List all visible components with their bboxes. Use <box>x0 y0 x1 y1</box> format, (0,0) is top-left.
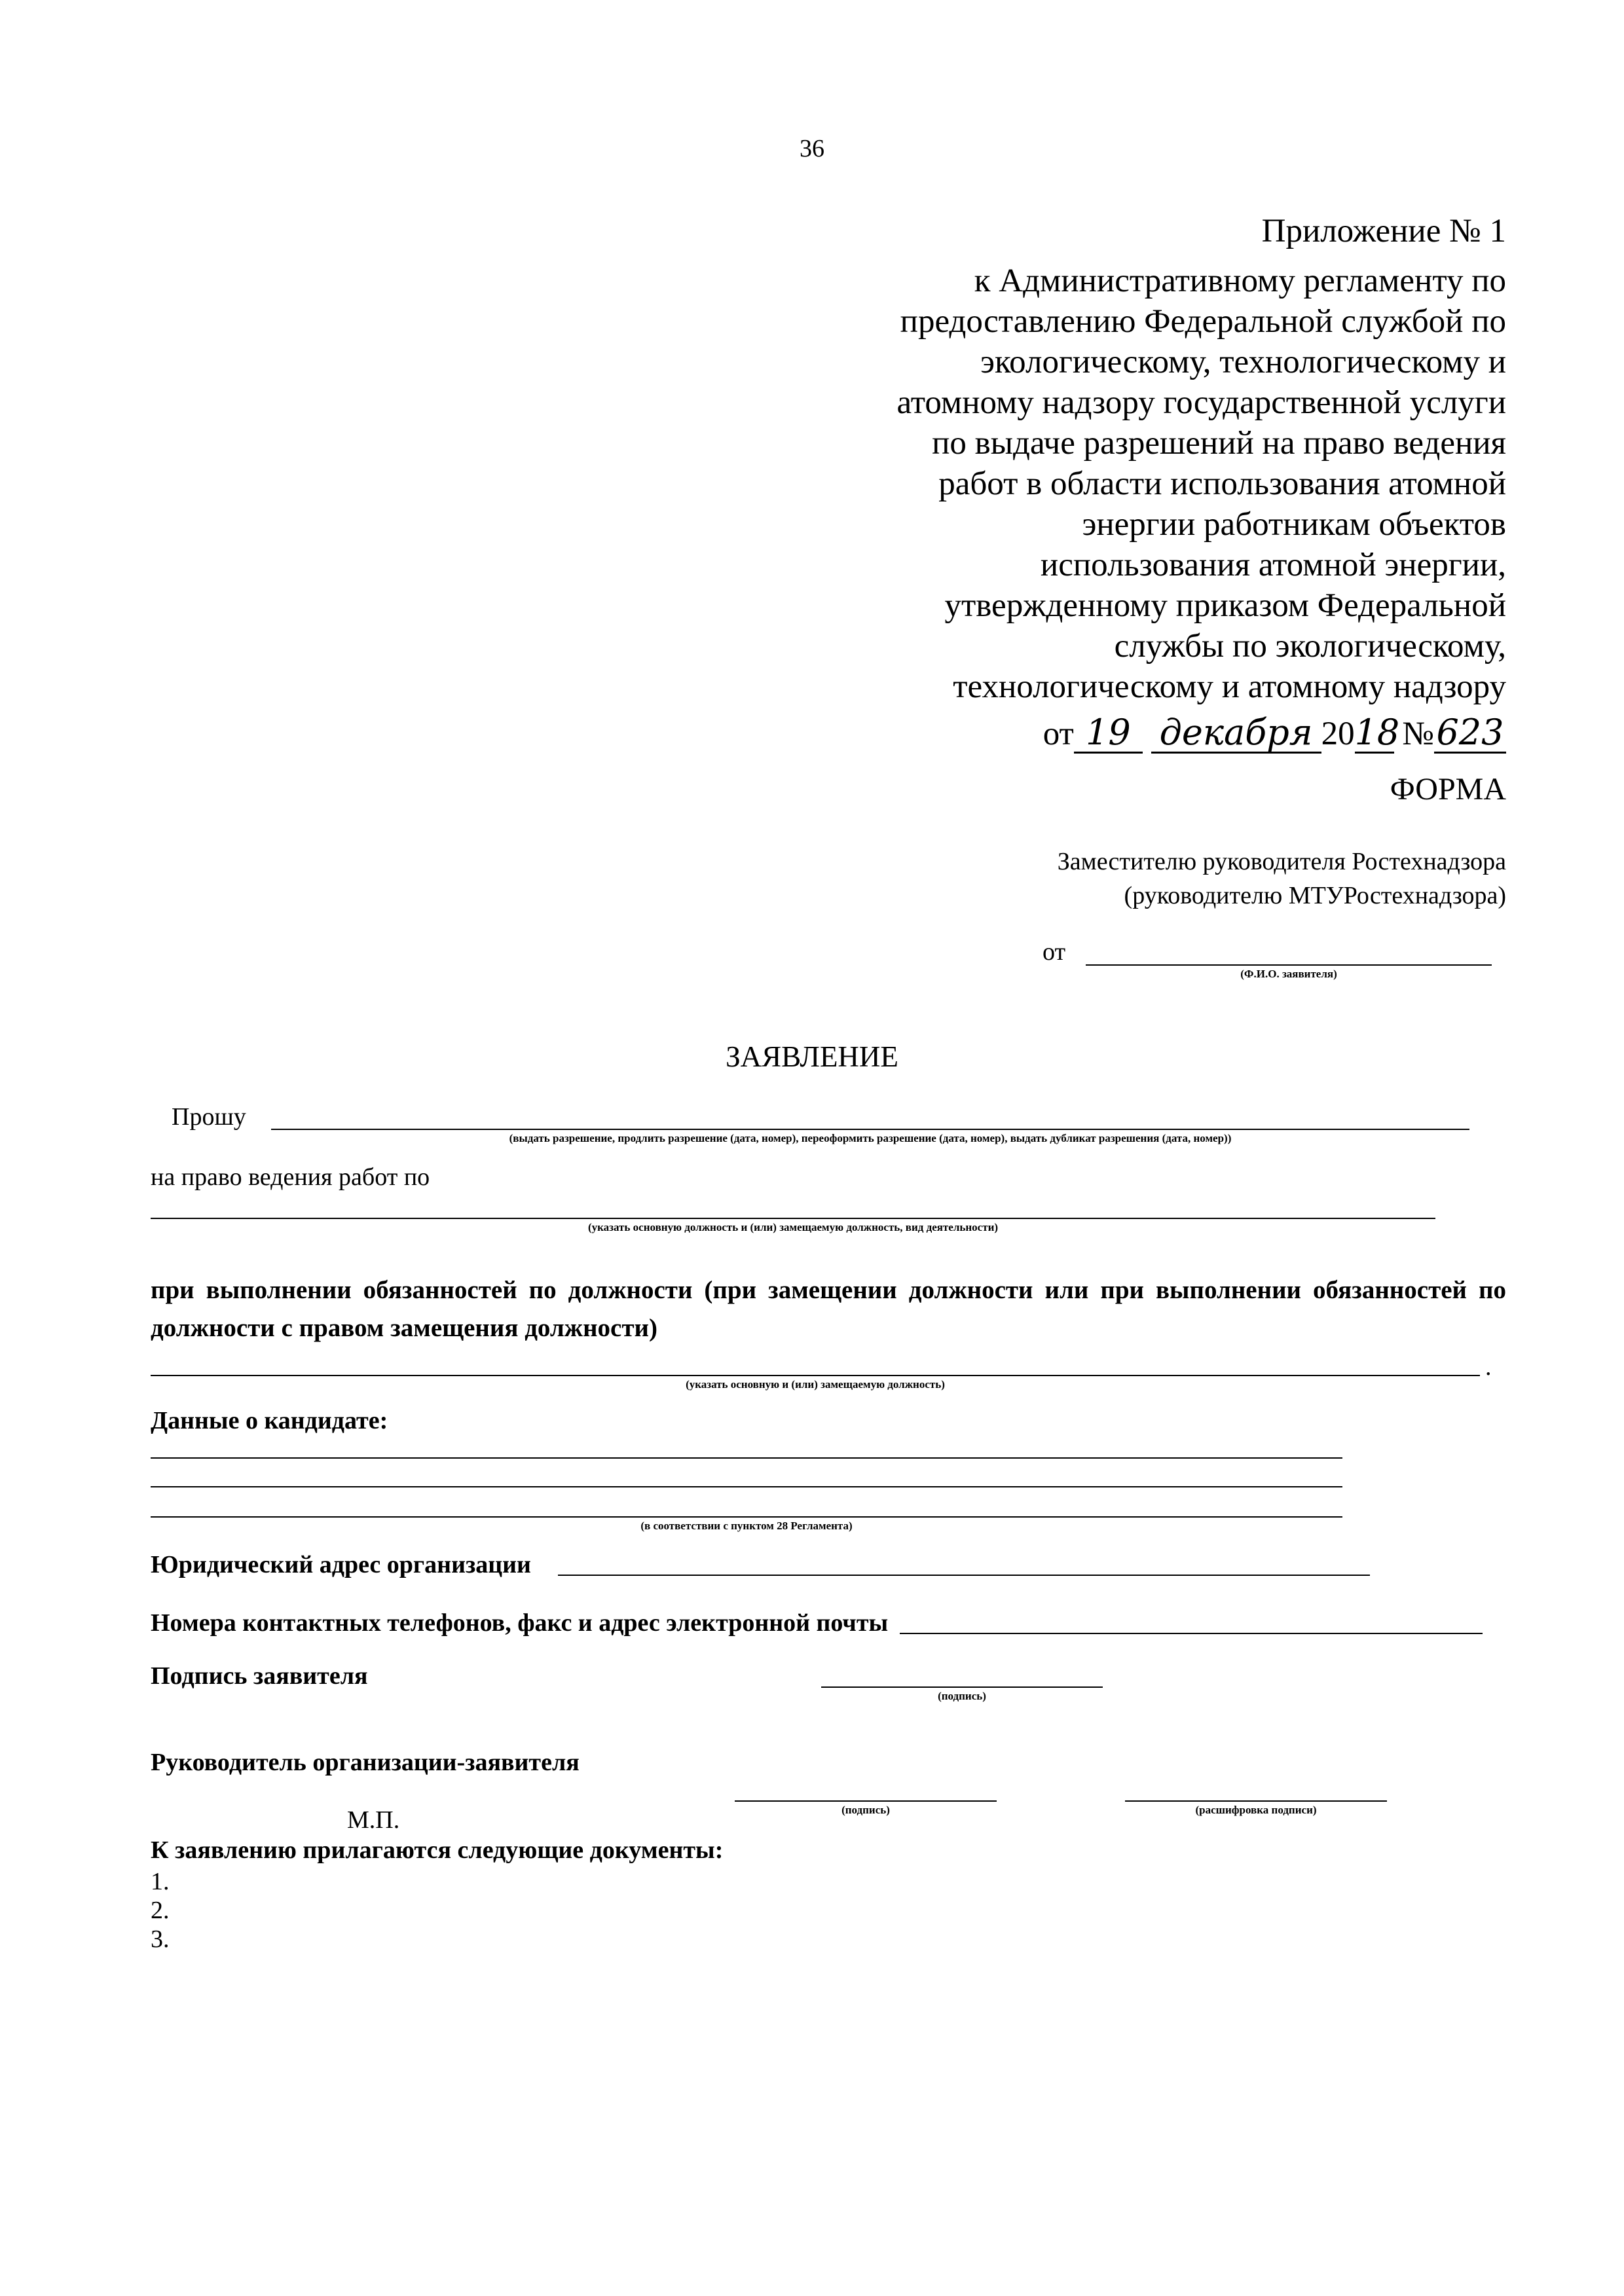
handwritten-day: 19 <box>1074 714 1143 754</box>
header-line: экологическому, технологическому и <box>980 344 1506 380</box>
appendix-header <box>896 211 1506 707</box>
head-signature-field[interactable] <box>735 1800 997 1802</box>
page-number: 36 <box>800 135 824 162</box>
applicant-signature-caption: (подпись) <box>938 1690 986 1702</box>
applicant-name-field[interactable] <box>1086 964 1492 966</box>
attachment-item: 2. <box>151 1897 170 1924</box>
right-label: на право ведения работ по <box>151 1163 430 1191</box>
head-name-field[interactable] <box>1125 1800 1387 1802</box>
position-field[interactable] <box>151 1375 1480 1376</box>
duties-paragraph: при выполнении обязанностей по должности (при замещении должности или при выполнении обязанностей по должности с правом замещения должности) <box>151 1276 1506 1342</box>
candidate-field-1[interactable] <box>151 1457 1342 1459</box>
header-line: атомному надзору государственной услуги <box>896 384 1506 421</box>
head-label: Руководитель организации-заявителя <box>151 1749 580 1776</box>
request-caption: (выдать разрешение, продлить разрешение (дата, номер), переоформить разрешение (дата, номер), выдать дубликат разрешения (дата, номер)) <box>509 1132 1232 1144</box>
activity-caption: (указать основную должность и (или) замещаемую должность, вид деятельности) <box>587 1221 999 1233</box>
handwritten-month: декабря <box>1151 714 1321 754</box>
request-field[interactable] <box>271 1129 1469 1130</box>
position-end-dot: . <box>1485 1353 1492 1381</box>
number-label: № <box>1402 716 1434 752</box>
header-line: использования атомной энергии, <box>1040 547 1506 583</box>
header-line: службы по экологическому, <box>1114 628 1506 665</box>
candidate-caption: (в соответствии с пунктом 28 Регламента) <box>640 1520 853 1532</box>
head-name-caption: (расшифровка подписи) <box>1195 1804 1317 1816</box>
addressee-line: (руководителю МТУРостехнадзора) <box>1124 882 1506 909</box>
handwritten-number: 623 <box>1434 714 1506 754</box>
applicant-signature-field[interactable] <box>821 1686 1103 1688</box>
year-prefix: 20 <box>1321 716 1355 752</box>
request-label: Прошу <box>172 1103 246 1131</box>
contacts-field[interactable] <box>900 1633 1483 1634</box>
legal-address-label: Юридический адрес организации <box>151 1551 531 1578</box>
candidate-field-2[interactable] <box>151 1486 1342 1487</box>
from-label: от <box>1043 938 1066 966</box>
header-line: энергии работникам объектов <box>1082 506 1506 543</box>
addressee-block <box>1058 845 1506 913</box>
form-label: ФОРМА <box>1390 772 1506 807</box>
statement-title: ЗАЯВЛЕНИЕ <box>726 1040 898 1073</box>
contacts-label: Номера контактных телефонов, факс и адрес электронной почты <box>151 1609 889 1637</box>
candidate-label: Данные о кандидате: <box>151 1407 388 1434</box>
addressee-line: Заместителю руководителя Ростехнадзора <box>1057 848 1506 875</box>
activity-field[interactable] <box>151 1218 1435 1219</box>
legal-address-field[interactable] <box>558 1575 1370 1576</box>
appendix-label: Приложение № 1 <box>1261 213 1506 249</box>
position-caption: (указать основную и (или) замещаемую должность) <box>686 1378 945 1391</box>
header-line: к Административному регламенту по <box>974 263 1506 299</box>
handwritten-year: 18 <box>1354 712 1400 753</box>
attachments-label: К заявлению прилагаются следующие документы: <box>151 1836 724 1864</box>
candidate-field-3[interactable] <box>151 1516 1342 1518</box>
order-date-line <box>1043 714 1506 754</box>
date-prefix: от <box>1043 716 1074 752</box>
head-signature-caption: (подпись) <box>841 1804 890 1816</box>
header-line: по выдаче разрешений на право ведения <box>932 425 1506 462</box>
header-line: утвержденному приказом Федеральной <box>944 587 1506 624</box>
attachment-item: 1. <box>151 1868 170 1895</box>
header-line: работ в области использования атомной <box>938 465 1506 502</box>
stamp-label: М.П. <box>347 1806 400 1834</box>
header-line: предоставлению Федеральной службой по <box>900 303 1506 340</box>
applicant-signature-label: Подпись заявителя <box>151 1662 368 1690</box>
applicant-name-caption: (Ф.И.О. заявителя) <box>1240 968 1337 980</box>
header-line: технологическому и атомному надзору <box>953 668 1506 705</box>
attachment-item: 3. <box>151 1925 170 1953</box>
